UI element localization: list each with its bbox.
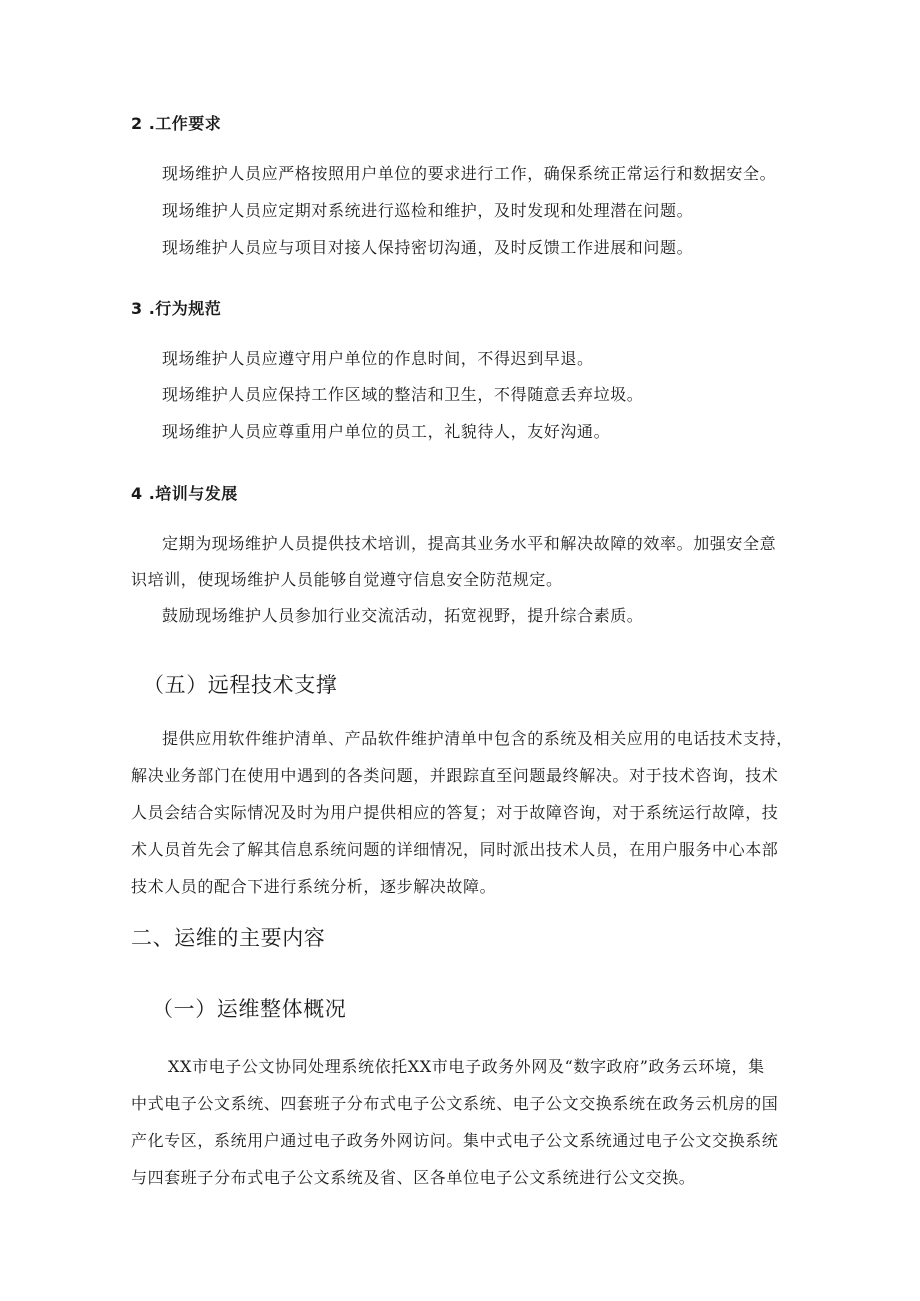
paragraph-line: XX市电子公文协同处理系统依托XX市电子政务外网及“数字政府”政务云环境，集 [168,1057,765,1076]
paragraph-line: 现场维护人员应保持工作区域的整洁和卫生，不得随意丢弃垃圾。 [162,385,644,404]
paragraph-line: 识培训，使现场维护人员能够自觉遵守信息安全防范规定。 [131,570,563,589]
section-heading-overview: （一）运维整体概况 [152,997,347,1021]
paragraph-line: 现场维护人员应尊重用户单位的员工，礼貌待人，友好沟通。 [162,422,611,441]
paragraph-line: 现场维护人员应严格按照用户单位的要求进行工作，确保系统正常运行和数据安全。 [162,164,777,183]
paragraph-line: 现场维护人员应定期对系统进行巡检和维护，及时发现和处理潜在问题。 [162,201,694,220]
paragraph-line: 技术人员的配合下进行系统分析，逐步解决故障。 [131,877,497,896]
paragraph-line: 提供应用软件维护清单、产品软件维护清单中包含的系统及相关应用的电话技术支持， [162,729,793,748]
section-heading-remote-support: （五）远程技术支撑 [143,673,338,697]
section-heading-training: 4 .培训与发展 [131,484,238,503]
paragraph-line: 人员会结合实际情况及时为用户提供相应的答复；对于故障咨询，对于系统运行故障，技 [131,803,779,822]
paragraph-line: 现场维护人员应与项目对接人保持密切沟通，及时反馈工作进展和问题。 [162,238,694,257]
chapter-heading-main-content: 二、运维的主要内容 [131,926,326,950]
paragraph-line: 术人员首先会了解其信息系统问题的详细情况，同时派出技术人员，在用户服务中心本部 [131,840,779,859]
paragraph-line: 中式电子公文系统、四套班子分布式电子公文系统、电子公文交换系统在政务云机房的国 [131,1094,779,1113]
paragraph-line: 鼓励现场维护人员参加行业交流活动，拓宽视野，提升综合素质。 [162,606,644,625]
section-heading-code-of-conduct: 3 .行为规范 [131,299,222,318]
paragraph-line: 与四套班子分布式电子公文系统及省、区各单位电子公文系统进行公文交换。 [131,1168,696,1187]
paragraph-line: 解决业务部门在使用中遇到的各类问题，并跟踪直至问题最终解决。对于技术咨询，技术 [131,766,779,785]
section-heading-work-requirements: 2 .工作要求 [131,114,222,133]
paragraph-line: 产化专区，系统用户通过电子政务外网访问。集中式电子公文系统通过电子公文交换系统 [131,1131,779,1150]
paragraph-line: 定期为现场维护人员提供技术培训，提高其业务水平和解决故障的效率。加强安全意 [162,534,777,553]
paragraph-line: 现场维护人员应遵守用户单位的作息时间，不得迟到早退。 [162,349,594,368]
